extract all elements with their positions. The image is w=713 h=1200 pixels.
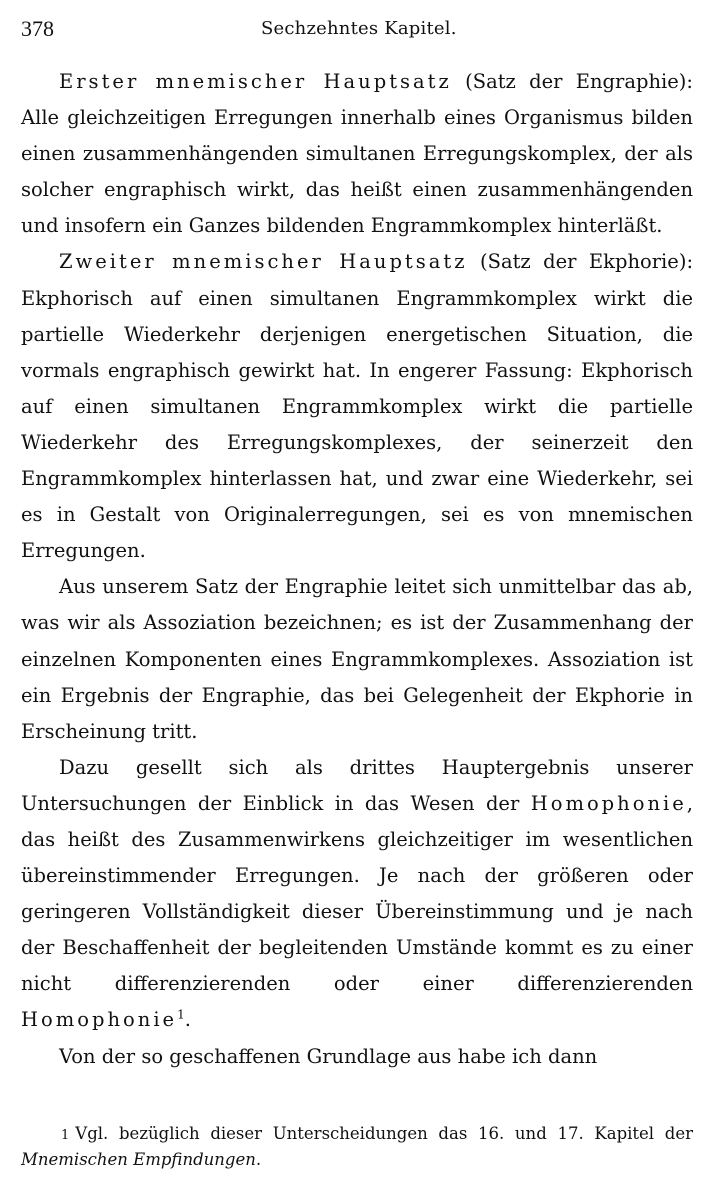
footnote bbox=[21, 1122, 693, 1172]
paragraph-homophony bbox=[21, 750, 693, 1039]
paragraph-continuation bbox=[21, 1039, 693, 1075]
footnote-paragraph bbox=[21, 1122, 693, 1172]
footnote-book-title: Mnemischen Empfindungen bbox=[21, 1150, 256, 1169]
chapter-title: Sechzehntes Kapitel. bbox=[261, 18, 457, 39]
page-number: 378 bbox=[21, 16, 54, 41]
paragraph-second-law bbox=[21, 244, 693, 569]
continuation-text: Von der so geschaffenen Grundlage aus habe ich dann bbox=[59, 1044, 598, 1068]
first-law-text: (Satz der Engraphie): Alle gleichzeitigen Erregungen innerhalb eines Organismus bilden einen zusammenhängenden simultanen Erregungskomplex, der als solcher engraphisch wirkt, das heißt einen zusammenhängenden und insofern ein Ganzes bildenden Engrammkomplex hinterläßt. bbox=[21, 70, 693, 238]
second-law-text: (Satz der Ekphorie): Ekphorisch auf einen simultanen Engrammkomplex wirkt die partielle Wiederkehr derjenigen energetischen Situation, die vormals engraphisch gewirkt hat. In engerer Fassung: Ekphorisch auf einen simultanen Engrammkomplex wirkt die partielle Wiederkehr des Erregungskomplexes, der seinerzeit den Engrammkomplex hinterlassen hat, und zwar eine Wiederkehr, sei es in Gestalt von Originalerregungen, sei es von mnemischen Erregungen. bbox=[21, 250, 694, 563]
homophony-period: . bbox=[184, 1008, 191, 1032]
paragraph-association bbox=[21, 569, 693, 749]
footnote-text: Vgl. bezüglich dieser Unterscheidungen das 16. und 17. Kapitel der bbox=[75, 1124, 693, 1143]
footnote-period: . bbox=[255, 1150, 262, 1169]
second-law-heading: Zweiter mnemischer Hauptsatz bbox=[59, 250, 468, 274]
footnote-reference[interactable]: 1 bbox=[177, 1007, 185, 1022]
first-law-heading: Erster mnemischer Hauptsatz bbox=[59, 70, 452, 93]
body-text bbox=[21, 64, 693, 1075]
homophony-term: Homophonie bbox=[530, 791, 687, 815]
homophony-text-before: Dazu gesellt sich als drittes Hauptergebnis unserer Untersuchungen der Einblick in das Wesen der bbox=[21, 755, 693, 815]
association-text: Aus unserem Satz der Engraphie leitet sich unmittelbar das ab, was wir als Assoziation bezeichnen; es ist der Zusammenhang der einzelnen Komponenten eines Engrammkomplexes. Assoziation ist ein Ergebnis der Engraphie, das bei Gelegenheit der Ekphorie in Erscheinung tritt. bbox=[21, 575, 693, 743]
homophony-text-after: , das heißt des Zusammenwirkens gleichzeitiger im wesentlichen übereinstimmender Erregungen. Je nach der größeren oder geringeren Vollständigkeit dieser Übereinstimmung und je nach der Beschaffenheit der begleitenden Umstände kommt es zu einer nicht differenzierenden oder einer differenzierenden bbox=[21, 791, 693, 996]
paragraph-first-law bbox=[21, 64, 693, 244]
running-head bbox=[21, 14, 691, 44]
homophony-term-end: Homophonie bbox=[21, 1008, 178, 1032]
footnote-mark: 1 bbox=[61, 1128, 70, 1143]
